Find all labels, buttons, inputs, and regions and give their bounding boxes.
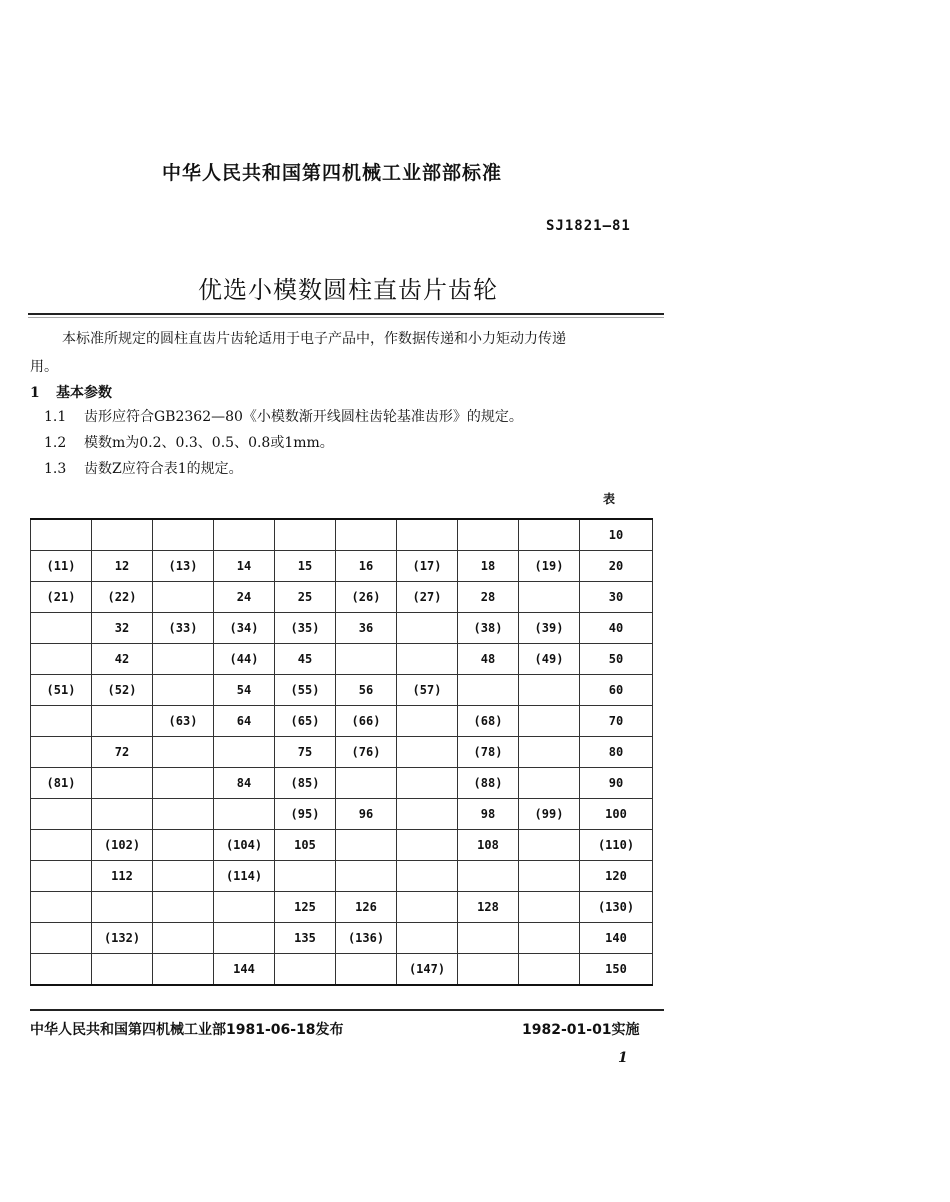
table-cell: 16 xyxy=(336,551,397,582)
table-cell: (35) xyxy=(275,613,336,644)
table-cell: (27) xyxy=(397,582,458,613)
clause-item xyxy=(44,458,243,478)
section-heading xyxy=(30,382,112,402)
table-cell: 84 xyxy=(214,768,275,799)
table-cell xyxy=(153,892,214,923)
table-cell: 100 xyxy=(580,799,653,830)
table-cell xyxy=(275,954,336,986)
table-cell xyxy=(92,519,153,551)
table-cell: 60 xyxy=(580,675,653,706)
table-cell: 135 xyxy=(275,923,336,954)
table-cell: (13) xyxy=(153,551,214,582)
table-cell: (66) xyxy=(336,706,397,737)
table-cell xyxy=(92,768,153,799)
table-row xyxy=(31,737,653,768)
table-cell: 98 xyxy=(458,799,519,830)
table-cell xyxy=(458,861,519,892)
table-cell xyxy=(92,706,153,737)
table-row xyxy=(31,892,653,923)
table-cell: 75 xyxy=(275,737,336,768)
table-cell: 50 xyxy=(580,644,653,675)
table-cell xyxy=(31,519,92,551)
section-number: 1 xyxy=(30,385,40,401)
table-cell: (68) xyxy=(458,706,519,737)
table-cell xyxy=(336,830,397,861)
table-cell: (104) xyxy=(214,830,275,861)
table-cell xyxy=(519,519,580,551)
table-cell: 15 xyxy=(275,551,336,582)
table-cell: 25 xyxy=(275,582,336,613)
table-cell: (132) xyxy=(92,923,153,954)
clause-item xyxy=(44,406,523,426)
table-cell: 45 xyxy=(275,644,336,675)
table-row xyxy=(31,644,653,675)
table-cell xyxy=(336,954,397,986)
table-cell xyxy=(519,954,580,986)
table-cell xyxy=(397,923,458,954)
table-cell xyxy=(397,799,458,830)
table-cell: (57) xyxy=(397,675,458,706)
issuing-authority: 中华人民共和国第四机械工业部部标准 xyxy=(162,162,503,184)
table-cell: 10 xyxy=(580,519,653,551)
table-cell: 150 xyxy=(580,954,653,986)
table-cell xyxy=(31,737,92,768)
table-cell xyxy=(519,582,580,613)
footer-rule xyxy=(30,1009,664,1011)
table-cell: 96 xyxy=(336,799,397,830)
table-cell xyxy=(153,644,214,675)
section-title: 基本参数 xyxy=(56,385,112,401)
table-row xyxy=(31,613,653,644)
table-cell: 54 xyxy=(214,675,275,706)
table-cell xyxy=(214,892,275,923)
table-cell xyxy=(153,830,214,861)
table-cell: 140 xyxy=(580,923,653,954)
table-cell xyxy=(397,861,458,892)
table-cell: (147) xyxy=(397,954,458,986)
document-title: 优选小模数圆柱直齿片齿轮 xyxy=(198,276,498,304)
table-cell xyxy=(92,892,153,923)
table-row xyxy=(31,923,653,954)
table-cell xyxy=(31,644,92,675)
table-cell: (44) xyxy=(214,644,275,675)
table-cell xyxy=(153,923,214,954)
table-cell: (19) xyxy=(519,551,580,582)
table-row xyxy=(31,519,653,551)
table-cell: 105 xyxy=(275,830,336,861)
table-cell xyxy=(519,675,580,706)
issue-date: 中华人民共和国第四机械工业部1981-06-18发布 xyxy=(30,1022,344,1038)
table-cell: 20 xyxy=(580,551,653,582)
table-cell xyxy=(519,861,580,892)
table-cell: 125 xyxy=(275,892,336,923)
table-cell: (99) xyxy=(519,799,580,830)
table-cell xyxy=(153,954,214,986)
table-cell xyxy=(92,954,153,986)
page-number: 1 xyxy=(618,1050,628,1066)
table-cell: (130) xyxy=(580,892,653,923)
table-cell xyxy=(153,799,214,830)
table-cell: (95) xyxy=(275,799,336,830)
table-cell xyxy=(397,737,458,768)
table-label: 表 xyxy=(603,492,616,506)
table-cell: (11) xyxy=(31,551,92,582)
table-cell xyxy=(336,644,397,675)
table-cell: (110) xyxy=(580,830,653,861)
table-row xyxy=(31,861,653,892)
table-cell: 24 xyxy=(214,582,275,613)
table-cell: 108 xyxy=(458,830,519,861)
table-cell: 28 xyxy=(458,582,519,613)
table-cell xyxy=(31,861,92,892)
table-cell: 42 xyxy=(92,644,153,675)
table-cell: 144 xyxy=(214,954,275,986)
table-cell xyxy=(153,519,214,551)
clause-item xyxy=(44,432,334,452)
table-cell: (49) xyxy=(519,644,580,675)
table-cell xyxy=(519,706,580,737)
table-cell xyxy=(31,613,92,644)
table-row xyxy=(31,551,653,582)
table-cell: 30 xyxy=(580,582,653,613)
table-cell xyxy=(214,737,275,768)
table-cell: 40 xyxy=(580,613,653,644)
table-cell: 128 xyxy=(458,892,519,923)
table-cell: 90 xyxy=(580,768,653,799)
table-cell xyxy=(519,737,580,768)
table-cell xyxy=(397,519,458,551)
table-cell: (51) xyxy=(31,675,92,706)
table-cell: 32 xyxy=(92,613,153,644)
table-cell xyxy=(275,861,336,892)
table-cell xyxy=(519,892,580,923)
effective-date: 1982-01-01实施 xyxy=(522,1022,640,1038)
table-cell: 70 xyxy=(580,706,653,737)
table-cell: (33) xyxy=(153,613,214,644)
table-cell xyxy=(458,519,519,551)
intro-paragraph-line2: 用。 xyxy=(30,359,58,375)
table-cell: (63) xyxy=(153,706,214,737)
table-cell: 120 xyxy=(580,861,653,892)
table-row xyxy=(31,706,653,737)
table-cell xyxy=(336,519,397,551)
table-cell: 12 xyxy=(92,551,153,582)
table-cell xyxy=(31,799,92,830)
table-cell xyxy=(31,954,92,986)
table-cell xyxy=(397,706,458,737)
table-cell: (39) xyxy=(519,613,580,644)
table-cell xyxy=(397,830,458,861)
table-row xyxy=(31,675,653,706)
table-cell: 72 xyxy=(92,737,153,768)
table-cell xyxy=(153,675,214,706)
table-cell xyxy=(153,582,214,613)
table-cell xyxy=(275,519,336,551)
table-cell: 18 xyxy=(458,551,519,582)
table-cell xyxy=(397,768,458,799)
table-cell: 36 xyxy=(336,613,397,644)
table-cell: 126 xyxy=(336,892,397,923)
table-cell: (78) xyxy=(458,737,519,768)
table-cell xyxy=(519,923,580,954)
table-cell xyxy=(214,799,275,830)
table-cell: (26) xyxy=(336,582,397,613)
table-cell: (114) xyxy=(214,861,275,892)
table-cell: 14 xyxy=(214,551,275,582)
table-cell xyxy=(31,892,92,923)
table-cell: 64 xyxy=(214,706,275,737)
table-row xyxy=(31,954,653,986)
table-cell: (52) xyxy=(92,675,153,706)
table-row xyxy=(31,582,653,613)
clause-text: 齿形应符合GB2362—80《小模数渐开线圆柱齿轮基准齿形》的规定。 xyxy=(84,409,523,425)
table-cell xyxy=(214,519,275,551)
table-cell xyxy=(92,799,153,830)
table-cell xyxy=(214,923,275,954)
table-cell: (38) xyxy=(458,613,519,644)
table-cell: (22) xyxy=(92,582,153,613)
table-cell xyxy=(336,861,397,892)
table-cell: (88) xyxy=(458,768,519,799)
table-row xyxy=(31,768,653,799)
table-cell: (21) xyxy=(31,582,92,613)
table-cell: (55) xyxy=(275,675,336,706)
table-cell xyxy=(336,768,397,799)
table-cell xyxy=(153,737,214,768)
table-cell: 80 xyxy=(580,737,653,768)
title-rule-thin xyxy=(28,317,664,318)
table-cell xyxy=(397,644,458,675)
teeth-number-table xyxy=(30,518,653,986)
table-cell: 48 xyxy=(458,644,519,675)
table-cell xyxy=(153,768,214,799)
table-cell xyxy=(458,675,519,706)
table-cell: (102) xyxy=(92,830,153,861)
table-cell xyxy=(397,613,458,644)
table-cell: (76) xyxy=(336,737,397,768)
table-cell: 112 xyxy=(92,861,153,892)
table-cell: (85) xyxy=(275,768,336,799)
clause-number: 1.2 xyxy=(44,435,67,451)
table-cell xyxy=(519,830,580,861)
table-cell xyxy=(458,923,519,954)
table-cell xyxy=(153,861,214,892)
table-cell: 56 xyxy=(336,675,397,706)
table-cell: (136) xyxy=(336,923,397,954)
title-rule xyxy=(28,313,664,315)
table-cell: (81) xyxy=(31,768,92,799)
clause-text: 齿数Z应符合表1的规定。 xyxy=(84,461,243,477)
standard-code: SJ1821—81 xyxy=(546,218,631,234)
table-cell xyxy=(397,892,458,923)
table-cell xyxy=(31,706,92,737)
clause-number: 1.3 xyxy=(44,461,67,477)
table-cell: (34) xyxy=(214,613,275,644)
clause-number: 1.1 xyxy=(44,409,67,425)
table-row xyxy=(31,799,653,830)
table-cell: (65) xyxy=(275,706,336,737)
table-cell: (17) xyxy=(397,551,458,582)
table-cell xyxy=(519,768,580,799)
table-row xyxy=(31,830,653,861)
intro-paragraph-line1: 本标准所规定的圆柱直齿片齿轮适用于电子产品中，作数据传递和小力矩动力传递 xyxy=(62,331,566,347)
table-cell xyxy=(31,923,92,954)
clause-text: 模数m为0.2、0.3、0.5、0.8或1mm。 xyxy=(84,435,334,451)
table-cell xyxy=(458,954,519,986)
table-cell xyxy=(31,830,92,861)
